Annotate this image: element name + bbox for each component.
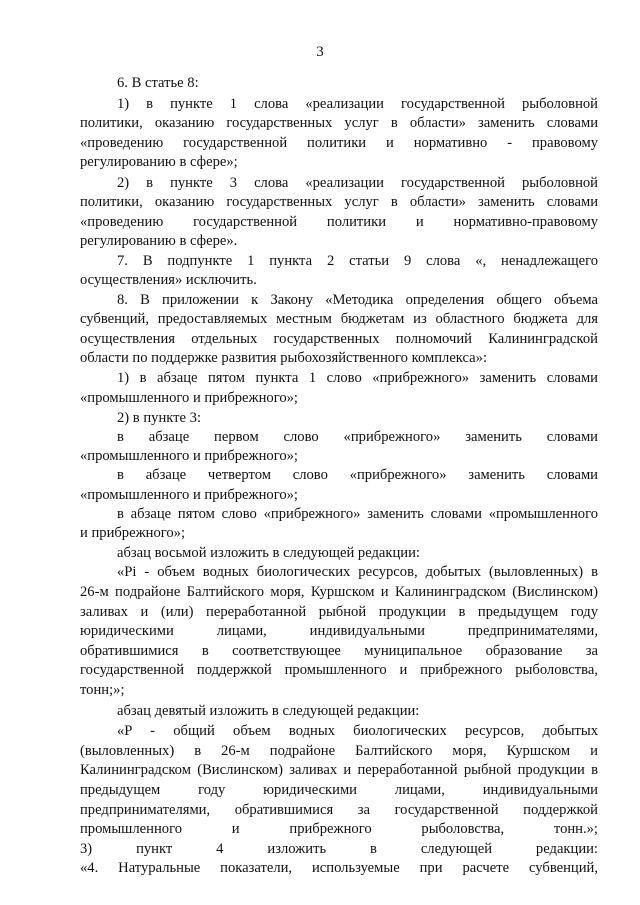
text-line: заливах и (или) переработанной рыбной продукции в предыдущем году bbox=[80, 604, 598, 620]
text-line: 2) в пункте 3 слова «реализации государственной рыболовной bbox=[117, 175, 598, 191]
text-line: «проведению государственной политики и нормативно-правовому bbox=[80, 214, 598, 230]
text-line: субвенций, предоставляемых местным бюджетам из областного бюджета для bbox=[80, 311, 598, 327]
text-line: (выловленных) в 26-м подрайоне Балтийского моря, Куршском и bbox=[80, 743, 598, 759]
text-line: в абзаце четвертом слово «прибрежного» заменить словами bbox=[117, 467, 598, 483]
text-line: 1) в абзаце пятом пункта 1 слово «прибрежного» заменить словами bbox=[117, 370, 598, 386]
text-line: «P - общий объем водных биологических ресурсов, добытых bbox=[117, 723, 598, 739]
text-line: абзац восьмой изложить в следующей редакции: bbox=[117, 545, 420, 561]
text-line: промышленного и прибрежного рыболовства, тонн.»; bbox=[80, 821, 598, 837]
text-line: «промышленного и прибрежного»; bbox=[80, 390, 298, 406]
text-line: в абзаце пятом слово «прибрежного» заменить словами «промышленного bbox=[117, 506, 598, 522]
text-line: осуществления отдельных государственных полномочий Калининградской bbox=[80, 331, 598, 347]
text-line: «Pi - объем водных биологических ресурсов, добытых (выловленных) в bbox=[117, 564, 598, 580]
text-line: осуществления» исключить. bbox=[80, 272, 257, 288]
text-line: «4. Натуральные показатели, используемые при расчете субвенций, bbox=[80, 860, 598, 876]
text-line: «проведению государственной политики и нормативно - правовому bbox=[80, 135, 598, 151]
text-line: в абзаце первом слово «прибрежного» заменить словами bbox=[117, 429, 598, 445]
text-line: тонн;»; bbox=[80, 682, 125, 698]
text-line: предыдущем году юридическими лицами, индивидуальными bbox=[80, 782, 598, 798]
text-line: 1) в пункте 1 слова «реализации государственной рыболовной bbox=[117, 96, 598, 112]
text-line: 3) пункт 4 изложить в следующей редакции: bbox=[80, 841, 598, 857]
text-line: политики, оказанию государственных услуг в области» заменить словами bbox=[80, 194, 598, 210]
text-line: области по поддержке развития рыбохозяйственного комплекса»: bbox=[80, 350, 488, 366]
text-line: 6. В статье 8: bbox=[117, 75, 199, 91]
text-line: регулированию в сфере». bbox=[80, 233, 238, 249]
text-line: «промышленного и прибрежного»; bbox=[80, 487, 298, 503]
text-line: и прибрежного»; bbox=[80, 525, 186, 541]
page-number: 3 bbox=[316, 44, 324, 60]
text-line: обратившимися в соответствующее муниципальное образование за bbox=[80, 643, 598, 659]
text-line: 7. В подпункте 1 пункта 2 статьи 9 слова «, ненадлежащего bbox=[117, 253, 598, 269]
text-line: Калининградском (Вислинском) заливах и переработанной рыбной продукции в bbox=[80, 762, 598, 778]
text-line: государственной поддержкой промышленного и прибрежного рыболовства, bbox=[80, 662, 598, 678]
text-line: 26-м подрайоне Балтийского моря, Куршском и Калининградском (Вислинском) bbox=[80, 584, 598, 600]
text-line: 2) в пункте 3: bbox=[117, 410, 202, 426]
text-line: юридическими лицами, индивидуальными предпринимателями, bbox=[80, 623, 598, 639]
text-line: 8. В приложении к Закону «Методика определения общего объема bbox=[117, 292, 598, 308]
text-line: политики, оказанию государственных услуг в области» заменить словами bbox=[80, 115, 598, 131]
text-line: регулированию в сфере»; bbox=[80, 154, 238, 170]
text-line: абзац девятый изложить в следующей редакции: bbox=[117, 703, 420, 719]
text-line: «промышленного и прибрежного»; bbox=[80, 448, 298, 464]
text-line: предпринимателями, обратившимися за государственной поддержкой bbox=[80, 802, 598, 818]
